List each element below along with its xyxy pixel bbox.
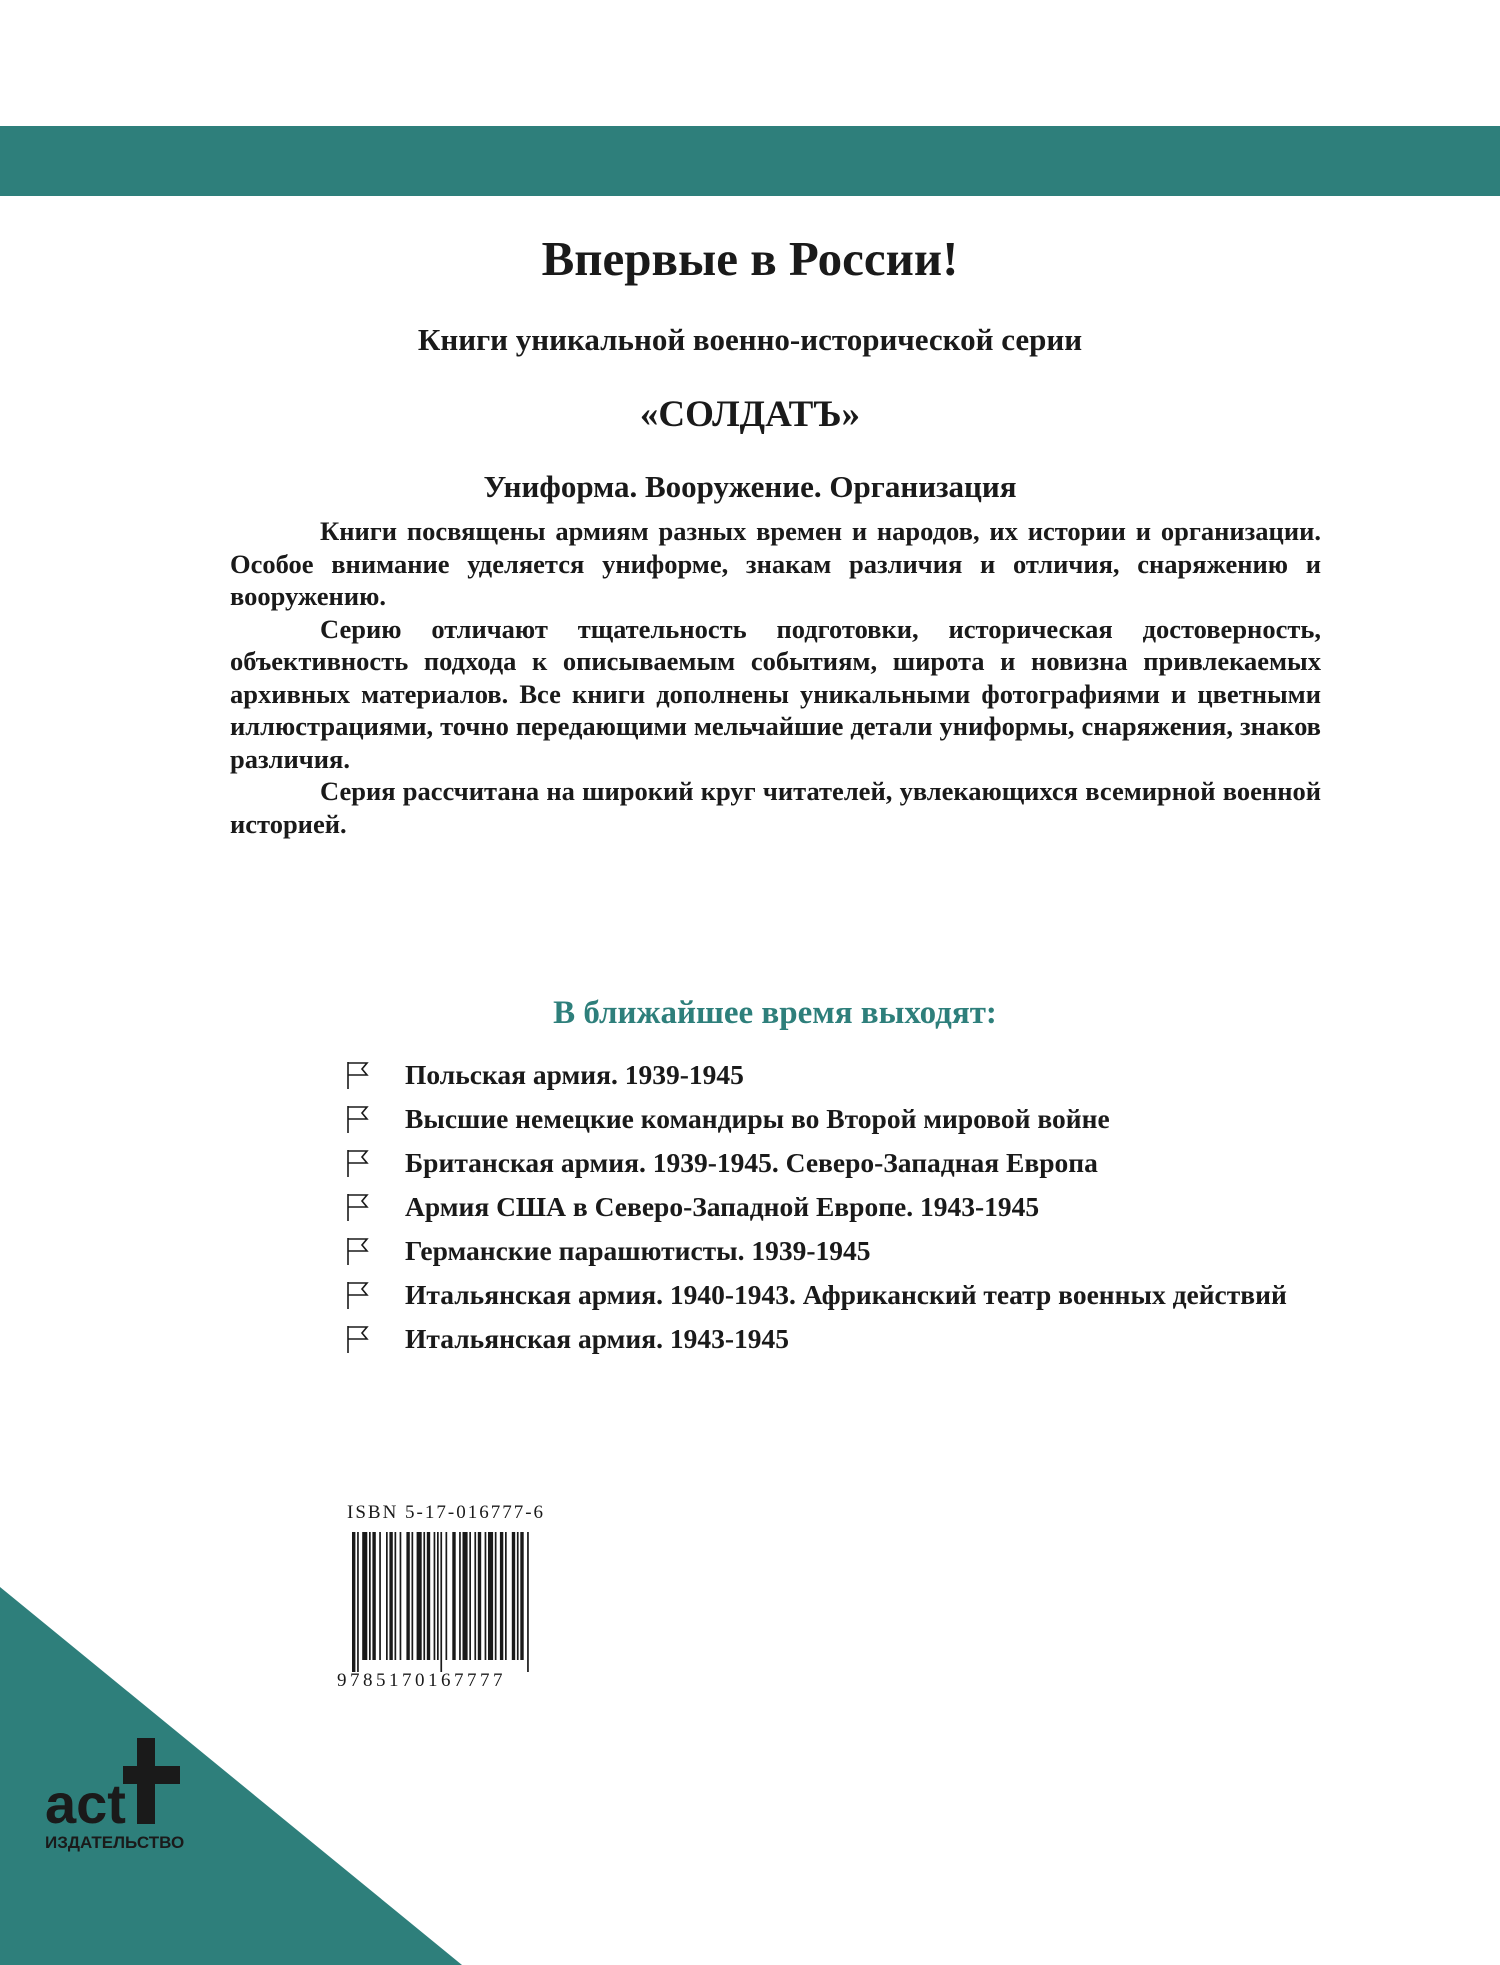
series-description <box>230 515 1321 840</box>
list-item <box>345 1053 1287 1097</box>
flag-icon <box>345 1060 373 1090</box>
publisher-logo-text: act <box>45 1772 126 1835</box>
barcode-bar <box>505 1532 507 1660</box>
barcode-bar <box>488 1532 493 1660</box>
barcode-bar <box>469 1532 471 1660</box>
barcode-bar <box>440 1532 442 1672</box>
barcode-bar <box>463 1532 468 1660</box>
list-item <box>345 1097 1287 1141</box>
list-item <box>345 1185 1287 1229</box>
barcode-bar <box>527 1532 529 1672</box>
list-item <box>345 1317 1287 1361</box>
barcode-bar <box>362 1532 367 1660</box>
barcode-bar <box>474 1532 476 1660</box>
logo-cross-shape <box>123 1738 180 1824</box>
isbn-label: ISBN 5-17-016777-6 <box>347 1502 546 1523</box>
barcode-bar <box>369 1532 371 1660</box>
barcode-bar <box>357 1532 359 1672</box>
list-item-label: Польская армия. 1939-1945 <box>405 1059 744 1090</box>
list-item <box>345 1273 1287 1317</box>
description-paragraph: Серия рассчитана на широкий круг читателей, увлекающихся всемирной военной историей. <box>230 776 1321 839</box>
barcode-bar <box>517 1532 519 1660</box>
description-paragraph: Серию отличают тщательность подготовки, историческая достоверность, объективность подхода к описываемым событиям, широта и новизна привлекаемых архивных материалов. Все книги дополнены уникальными фотографиями и цветными иллюстрациями, точно передающими мельчайшие детали униформы, снаряжения, знаков различия. <box>230 613 1321 774</box>
list-item <box>345 1229 1287 1273</box>
flag-icon <box>345 1280 373 1310</box>
list-item-label: Высшие немецкие командиры во Второй мировой войне <box>405 1103 1110 1134</box>
barcode-bar <box>352 1532 355 1672</box>
barcode-bar <box>412 1532 414 1660</box>
barcode-digits: 9785170167777 <box>337 1670 506 1691</box>
series-subtitle: Книги уникальной военно-исторической серии <box>417 322 1083 357</box>
description-paragraph: Книги посвящены армиям разных времен и народов, их истории и организации. Особое внимание уделяется униформе, знакам различия и отличия, снаряжению и вооружению. <box>230 516 1321 611</box>
barcode-bar <box>395 1532 397 1660</box>
barcode-bar <box>400 1532 402 1660</box>
barcode-bar <box>406 1532 409 1660</box>
list-item-label: Итальянская армия. 1943-1945 <box>405 1323 790 1354</box>
barcode-bar <box>459 1532 461 1660</box>
barcode-bar <box>437 1532 439 1660</box>
series-tagline: Униформа. Вооружение. Организация <box>483 469 1017 504</box>
list-item <box>345 1141 1287 1185</box>
flag-icon <box>345 1148 373 1178</box>
barcode-bar <box>452 1532 455 1660</box>
page-title: Впервые в России! <box>541 231 959 286</box>
barcode-bar <box>446 1532 448 1660</box>
barcode-bar <box>520 1532 523 1660</box>
barcode-bar <box>427 1532 430 1660</box>
upcoming-title: В ближайшее время выходят: <box>553 995 997 1031</box>
upcoming-list <box>345 1053 1287 1361</box>
flag-icon <box>345 1236 373 1266</box>
publisher-logo <box>45 1730 185 1835</box>
barcode-bar <box>434 1532 436 1660</box>
barcode-bar <box>512 1532 515 1660</box>
barcode-bar <box>423 1532 425 1660</box>
barcode-bar <box>372 1532 375 1660</box>
publisher-caption: ИЗДАТЕЛЬСТВО <box>45 1833 185 1852</box>
barcode-bar <box>386 1532 388 1660</box>
barcode-bar <box>500 1532 503 1660</box>
flag-icon <box>345 1324 373 1354</box>
flag-icon <box>345 1192 373 1222</box>
series-name: «СОЛДАТЪ» <box>639 394 861 435</box>
barcode-bar <box>389 1532 392 1660</box>
list-item-label: Армия США в Северо-Западной Европе. 1943-1945 <box>405 1191 1040 1222</box>
barcode <box>352 1532 578 1672</box>
barcode-bar <box>485 1532 487 1660</box>
barcode-bar <box>495 1532 497 1660</box>
flag-icon <box>345 1104 373 1134</box>
list-item-label: Итальянская армия. 1940-1943. Африканский театр военных действий <box>405 1279 1287 1310</box>
barcode-bar <box>417 1532 422 1660</box>
barcode-bar <box>478 1532 481 1660</box>
list-item-label: Британская армия. 1939-1945. Северо-Западная Европа <box>405 1147 1098 1178</box>
list-item-label: Германские парашютисты. 1939-1945 <box>405 1235 871 1266</box>
barcode-bar <box>379 1532 381 1660</box>
